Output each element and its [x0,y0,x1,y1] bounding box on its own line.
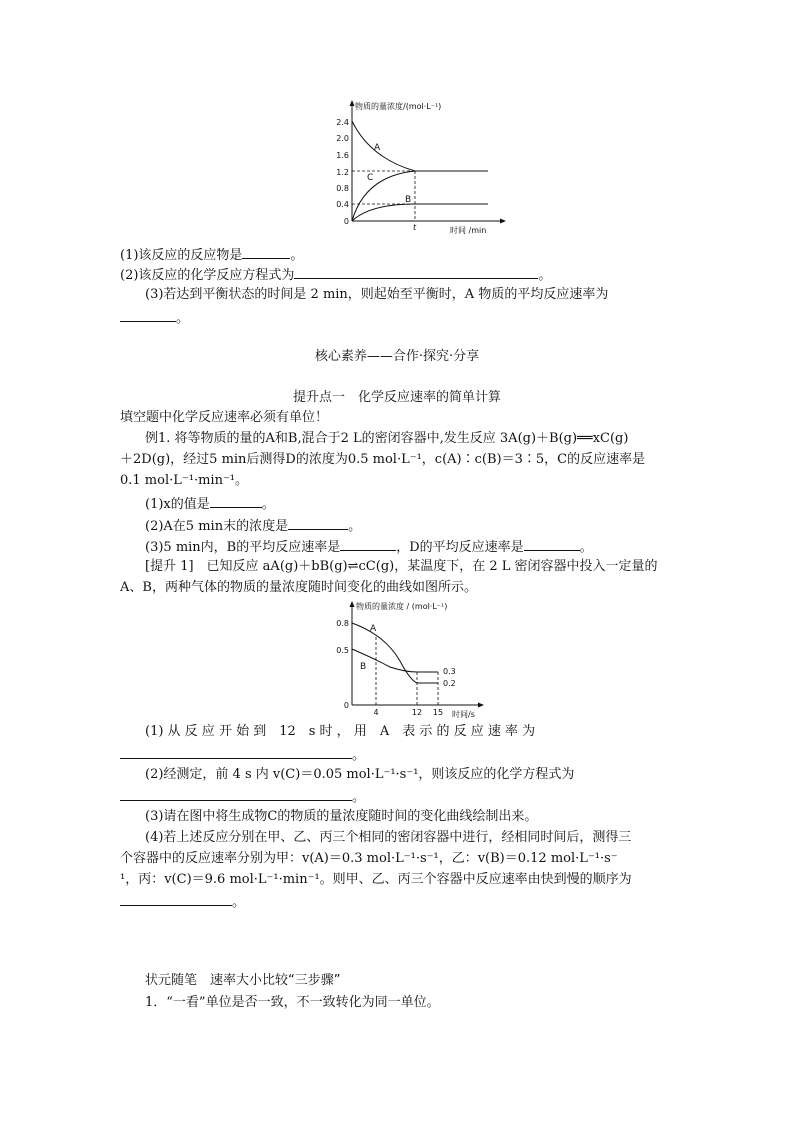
subsection-title: 提升点一 化学反应速率的简单计算 [292,390,501,405]
up1-q2-answer: 。 [120,788,365,806]
x-tick-label: 15 [432,708,444,717]
x-tick-label: 4 [373,708,379,717]
y-tick-label: 0.4 [336,200,349,209]
notes-line-1: 1．“一看”单位是否一致，不一致转化为同一单位。 [145,995,440,1010]
y-tick-label: 0.5 [336,646,349,655]
tip-text: 填空题中化学反应速率必须有单位！ [120,410,329,425]
x-axis-label: 时间/s [452,710,475,719]
up1-q4-answer: 。 [120,893,245,911]
ex1-line-1: 例1. 将等物质的量的A和B,混合于2 L的密闭容器中,发生反应 3A(g)＋B(g)══xC(g) [145,431,629,446]
y-tick-label: 1.6 [336,151,349,160]
series-B-curve [352,204,488,221]
answer-blank[interactable] [524,538,580,551]
x-tick-label: 12 [411,708,423,717]
answer-blank[interactable] [120,893,232,906]
section-title: 核心素养——合作·探究·分享 [314,349,480,364]
y-tick-label: 2.4 [336,118,349,127]
series-A-label: A [374,143,381,153]
series-A-label: A [370,624,377,634]
concentration-time-chart-1 [330,96,510,240]
up1-q1: (1) 从 反 应 开 始 到 12 s 时 ， 用 A 表 示 的 反 应 速 率 为 [145,724,536,739]
y-tick-label: 2.0 [336,134,349,143]
concentration-time-chart-2 [330,597,490,721]
answer-blank[interactable] [242,246,290,259]
answer-blank[interactable] [120,746,352,759]
series-C-label: C [367,173,374,183]
y-tick-label: 0 [343,217,349,226]
q1-line-1: (1)该反应的反应物是 。 [120,248,304,263]
up1-line-2: A、B，两种气体的物质的量浓度随时间变化的曲线如图所示。 [120,580,477,595]
y-axis-label: 物质的量浓度/(mol·L⁻¹) [355,102,442,111]
answer-blank[interactable] [340,538,396,551]
ex1-q3: (3)5 min内，B的平均反应速率是 ，D的平均反应速率是 。 [145,540,593,555]
answer-blank[interactable] [120,309,176,322]
end-label-0.3: 0.3 [443,667,456,676]
answer-blank[interactable] [294,266,538,279]
q1-line-2: (2)该反应的化学反应方程式为 。 [120,268,552,283]
y-axis-arrow [350,100,355,106]
x-axis-arrow [500,219,506,224]
answer-blank[interactable] [288,517,348,530]
y-tick-label: 0.8 [336,619,349,628]
x-tick-t: t [413,223,417,232]
answer-blank[interactable] [210,495,262,508]
ex1-line-3: 0.1 mol·L⁻¹·min⁻¹。 [120,473,249,488]
ex1-line-2: ＋2D(g)，经过5 min后测得D的浓度为0.5 mol·L⁻¹，c(A)∶c(B)＝3∶5，C的反应速率是 [120,452,646,467]
q1-line-4: 。 [120,309,189,327]
up1-q4-line-1: (4)若上述反应分别在甲、乙、丙三个相同的密闭容器中进行，经相同时间后，测得三 [145,830,632,845]
series-B-label: B [405,195,412,205]
series-A-curve [352,623,438,683]
notes-title: 状元随笔 速率大小比较“三步骤” [145,973,341,988]
q1-line-3: (3)若达到平衡状态的时间是 2 min，则起始至平衡时，A 物质的平均反应速率为 [145,287,609,302]
y-tick-label: 1.2 [336,168,349,177]
up1-line-1: [提升 1] 已知反应 aA(g)＋bB(g)⇌cC(g)，某温度下，在 2 L 密闭容器中投入一定量的 [145,559,658,574]
x-axis-arrow [478,703,484,708]
y-tick-label: 0.8 [336,184,349,193]
series-A-curve [352,121,488,171]
up1-q1-answer: 。 [120,746,365,764]
y-tick-label: 0 [343,701,349,710]
up1-q4-line-2: 个容器中的反应速率分别为甲：v(A)＝0.3 mol·L⁻¹·s⁻¹，乙：v(B)＝0.12 mol·L⁻¹·s⁻ [120,851,618,866]
ex1-q1: (1)x的值是 。 [145,497,275,512]
end-label-0.2: 0.2 [443,679,456,688]
y-axis-arrow [350,601,355,607]
up1-q4-line-3: ¹，丙：v(C)＝9.6 mol·L⁻¹·min⁻¹。则甲、乙、丙三个容器中反应速率由快到慢的顺序为 [120,872,632,887]
series-B-label: B [360,662,367,672]
x-axis-label: 时间 /min [450,226,487,235]
ex1-q2: (2)A在5 min末的浓度是 。 [145,519,362,534]
up1-q3: (3)请在图中将生成物C的物质的量浓度随时间的变化曲线绘制出来。 [145,809,538,824]
up1-q2: (2)经测定，前 4 s 内 v(C)＝0.05 mol·L⁻¹·s⁻¹，则该反应的化学方程式为 [145,767,575,782]
answer-blank[interactable] [120,788,352,801]
y-axis-label: 物质的量浓度 / (mol·L⁻¹) [356,602,448,611]
